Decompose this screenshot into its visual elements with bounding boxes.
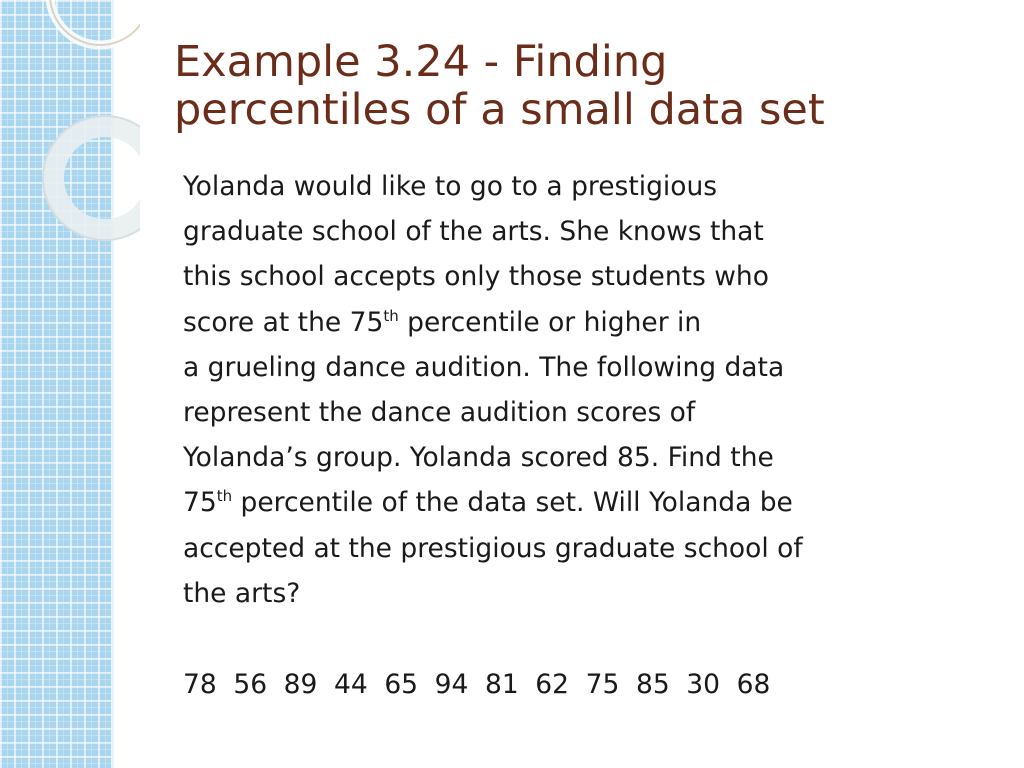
text-fragment: score at the 75 [183, 306, 384, 338]
paragraph-line: the arts? [183, 577, 301, 609]
paragraph-line [183, 480, 1013, 525]
paragraph-line: Yolanda’s group. Yolanda scored 85. Find the [183, 442, 774, 474]
title-line-2: percentiles of a small data set [174, 85, 825, 136]
score-value: 65 [384, 669, 419, 700]
score-value: 81 [484, 669, 519, 700]
paragraph-line [183, 300, 1013, 345]
score-value: 62 [535, 669, 570, 700]
page-title [174, 38, 994, 134]
decorative-rings [0, 0, 140, 260]
paragraph-line: a grueling dance audition. The following data [183, 351, 785, 383]
score-value: 68 [736, 669, 771, 700]
text-fragment: percentile of the data set. Will Yolanda be [232, 487, 793, 519]
scores-data-row [183, 664, 787, 706]
text-fragment: percentile or higher in [398, 306, 702, 338]
score-value: 44 [333, 669, 368, 700]
paragraph-line: accepted at the prestigious graduate school of [183, 532, 803, 564]
score-value: 85 [635, 669, 670, 700]
paragraph-line: graduate school of the arts. She knows that [183, 216, 764, 248]
paragraph-line: this school accepts only those students who [183, 261, 769, 293]
score-value: 89 [283, 669, 318, 700]
paragraph-line: Yolanda would like to go to a prestigious [183, 171, 718, 202]
score-value: 78 [183, 669, 217, 700]
problem-paragraph [183, 164, 1013, 616]
title-line-1: Example 3.24 - Finding [174, 37, 668, 87]
score-value: 56 [233, 669, 268, 700]
text-fragment: 75 [183, 487, 217, 519]
score-value: 30 [686, 669, 721, 700]
ordinal-superscript: th [216, 487, 233, 506]
score-value: 94 [434, 669, 469, 700]
score-value: 75 [585, 669, 620, 700]
ordinal-superscript: th [383, 306, 399, 325]
paragraph-line: represent the dance audition scores of [183, 397, 696, 429]
